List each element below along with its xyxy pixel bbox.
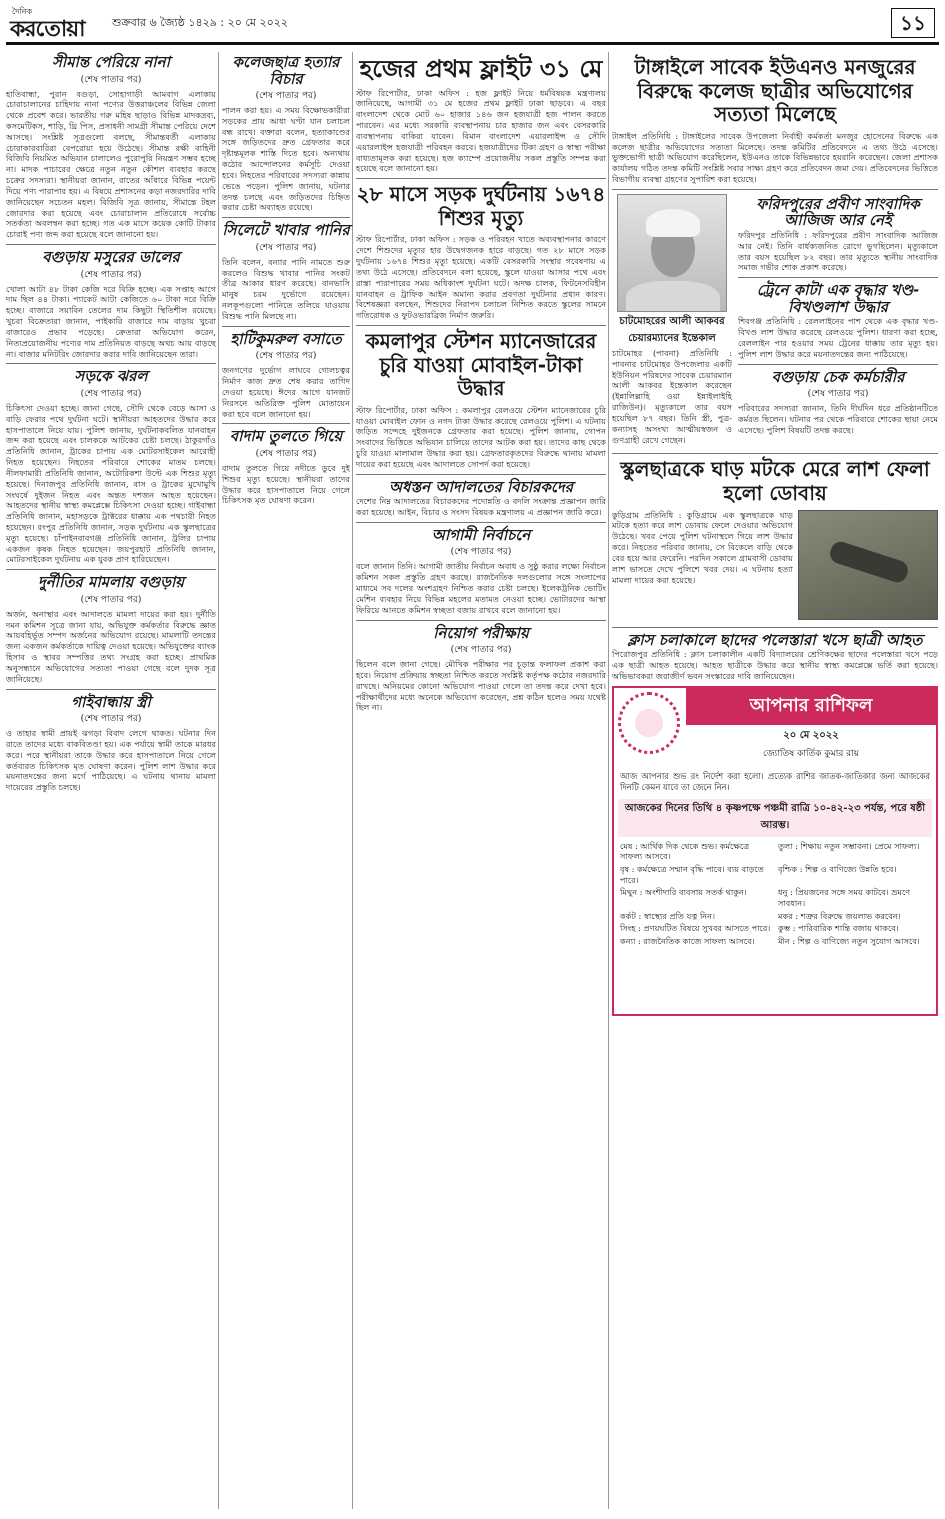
- article-headline: বগুড়ায় চেক কর্মচারীর: [771, 367, 905, 386]
- photo-caption: চাটমোহরের আলী আকবর চেয়ারম্যানের ইন্তেকাল: [619, 315, 725, 344]
- article: [222, 428, 350, 506]
- article-body: ছিলেন বলে জানা গেছে। মৌখিক পরীক্ষার পর চূড়ান্ত ফলাফল প্রকাশ করা হবে। নিয়োগ প্রক্রিয়ায় স্বচ্ছতা নিশ্চিত করতে সংশ্লিষ্ট কর্তৃপক্ষ কঠোর নজরদারি রাখছে। অনিয়মের কোনো অভিযোগ পাওয়া গেলে তা তদন্ত করে দেখা হবে। পরীক্ষার্থীদের মধ্যে অনেকে অভিযোগ করেছেন, প্রশ্ন কঠিন হলেও সময় যথেষ্ট ছিল না।: [356, 659, 606, 713]
- article-body: বলে জানান তিনি। আগামী জাতীয় নির্বাচন অবাধ ও সুষ্ঠু করার লক্ষ্যে নির্বাচন কমিশন সকল প্রস্তুতি গ্রহণ করছে। রাজনৈতিক দলগুলোর সঙ্গে সংলাপের মাধ্যমে সব দলের অংশগ্রহণ নিশ্চিত করার চেষ্টা চলছে। ইলেকট্রনিক ভোটিং মেশিন ব্যবহার নিয়ে বিভিন্ন মহলের মতামত নেওয়া হচ্ছে। ভোটারদের আস্থা ফিরিয়ে আনতে কমিশন স্বচ্ছতা বজায় রাখবে বলে জানানো হয়।: [356, 561, 606, 615]
- divider: [6, 569, 216, 570]
- article-headline: বাদাম তুলতে গিয়ে: [229, 427, 343, 446]
- sign-entry: ধনু : প্রিয়জনের সঙ্গে সময় কাটবে। ভ্রমণে সাবধান।: [778, 887, 911, 909]
- article-body: ফরিদপুর প্রতিনিধি : ফরিদপুরের প্রবীণ সাংবাদিক আজিজ আর নেই। তিনি বার্ধক্যজনিত রোগে ভুগছিলেন। মৃত্যুকালে তার বয়স হয়েছিল ৮২ বছর। তার মৃত্যুতে স্থানীয় সাংবাদিক সমাজ গভীর শোক প্রকাশ করেছে।: [738, 229, 938, 273]
- continuation-note: (শেষ পাতার পর): [80, 74, 142, 85]
- article-body: পরিবারের সদস্যরা জানান, তিনি দীর্ঘদিন ধরে প্রতিষ্ঠানটিতে কর্মরত ছিলেন। ঘটনার পর থেকে পরিবারে শোকের ছায়া নেমে এসেছে। পুলিশ বিষয়টি তদন্ত করছে।: [738, 403, 938, 435]
- sign-entry: কন্যা : রাজনৈতিক কাজে সাফল্য আসবে।: [620, 935, 755, 946]
- continuation-note: (শেষ পাতার পর): [255, 91, 317, 101]
- horoscope-intro: আজ আপনার শুভ রং নির্দেশ করা হলো। প্রত্যেক রাশির জাতক-জাতিকার জন্য আজকের দিনটি কেমন যাবে তা জেনে নিন।: [620, 770, 930, 792]
- divider: [356, 620, 606, 621]
- sign-entry: মীন : শিল্প ও বাণিজ্যে নতুন সুযোগ আসবে।: [778, 935, 920, 946]
- article-body: ও তাহার স্বামী প্রায়ই ঝগড়া বিবাদ লেগে থাকত। ঘটনার দিন রাতে তাদের মধ্যে বাকবিতণ্ডা হয়। এক পর্যায়ে স্বামী তাকে মারধর করে। পরে স্থানীয়রা তাকে উদ্ধার করে হাসপাতালে নিয়ে গেলে কর্তব্যরত চিকিৎসক মৃত ঘোষণা করেন। পুলিশ লাশ উদ্ধার করে ময়নাতদন্তের জন্য মর্গে পাঠিয়েছে। এ ঘটনায় থানায় মামলা দায়েরের প্রস্তুতি চলছে।: [6, 728, 216, 793]
- article: [222, 222, 350, 321]
- article-headline: সীমান্ত পেরিয়ে নানা: [52, 53, 170, 71]
- divider: [6, 689, 216, 690]
- divider: [356, 522, 606, 523]
- article-headline: ট্রেনে কাটা এক বৃদ্ধার খণ্ড-বিখণ্ডলাশ উদ্ধার: [756, 281, 920, 316]
- article-headline: অধস্তন আদালতের বিচারকদের: [388, 477, 573, 496]
- column-2: [222, 52, 350, 510]
- divider: [6, 244, 216, 245]
- article-headline: ক্লাস চলাকালে ছাদের পলেস্তারা খসে ছাত্রী আহত: [627, 630, 923, 649]
- column-divider: [218, 52, 219, 1509]
- sign-entry: মেষ : আর্থিক দিক থেকে শুভ। কর্মক্ষেত্রে সাফল্য আসবে।: [620, 840, 750, 862]
- divider: [612, 627, 938, 628]
- column-divider: [352, 52, 353, 1509]
- article-body: শিবগঞ্জ প্রতিনিধি : রেললাইনের পাশ থেকে এক বৃদ্ধার খণ্ড-বিখণ্ড লাশ উদ্ধার করেছে রেলওয়ে পুলিশ। ধারণা করা হচ্ছে, রেললাইন পার হওয়ার সময় ট্রেনের ধাক্কায় তার মৃত্যু হয়। পুলিশ লাশ উদ্ধার করে ময়নাতদন্তের জন্য পাঠিয়েছে।: [738, 316, 938, 359]
- divider: [356, 178, 606, 179]
- continuation-note: (শেষ পাতার পর): [450, 645, 512, 656]
- sign-entry: কুম্ভ : পারিবারিক শান্তি বজায় থাকবে।: [778, 923, 899, 934]
- article-body: স্টাফ রিপোর্টার, ঢাকা অফিস : কমলাপুর রেলওয়ে স্টেশন ম্যানেজারের চুরি যাওয়া মোবাইল ফোন ও নগদ টাকা উদ্ধার করেছে রেলওয়ে পুলিশ। এ ঘটনায় জড়িত সন্দেহে দুইজনকে গ্রেফতার করা হয়েছে। পুলিশ জানায়, গোপন সংবাদের ভিত্তিতে অভিযান চালিয়ে তাদের আটক করা হয়। তাদের কাছ থেকে চুরি যাওয়া মালামাল উদ্ধার করা হয়। গ্রেফতারকৃতদের বিরুদ্ধে থানায় মামলা দায়ের করা হয়েছে এবং আদালতে সোপর্দ করা হয়েছে।: [356, 404, 606, 469]
- zodiac-wheel-icon: [618, 692, 680, 754]
- article-body: হাতিবান্ধা, পুরান বগুড়া, সোহাগাড়ী আমবাগ এলাকায় চোরাচালানের চাহিদায় নানা পণ্যের উত্তরাঞ্চলের বিভিন্ন জেলা থেকে প্রবেশ করে। ভারতীয় গরু মহিষ ছাড়াও বিভিন্ন মাদকদ্রব্য, কসমেটিকস, শাড়ি, থ্রি পিস, প্রসাধনী সামগ্রী সীমান্ত পেরিয়ে দেশে আসছে। সংশ্লিষ্ট সূত্রগুলো বলছে, সীমান্তবর্তী এলাকায় চোরাকারবারিরা বেপরোয়া হয়ে উঠেছে। সীমান্ত রক্ষী বাহিনী বিজিবি নিয়মিত অভিযান চালালেও পুরোপুরি নিয়ন্ত্রণ সম্ভব হচ্ছে না। মাদক পাচারের ক্ষেত্রে নতুন নতুন কৌশল ব্যবহার করছে চক্রের সদস্যরা। স্থানীয়রা জানান, রাতের আঁধারে বিভিন্ন পয়েন্ট দিয়ে পণ্য পারাপার হয়। এ বিষয়ে প্রশাসনের কড়া নজরদারির দাবি জানিয়েছেন সচেতন মহল। বিজিবি সূত্র জানায়, সীমান্তে টহল জোরদার করা হয়েছে এবং চোরাচালান প্রতিরোধে সর্বোচ্চ সতর্কতা অবলম্বন করা হচ্ছে। গত এক মাসে কয়েক কোটি টাকার চোরাই পণ্য জব্দ করা হয়েছে বলে জানানো হয়।: [6, 88, 216, 240]
- article-body: পিরোজপুর প্রতিনিধি : ক্লাস চলাকালীন একটি বিদ্যালয়ের শ্রেণিকক্ষের ছাদের পলেস্তারা খসে পড়ে এক ছাত্রী আহত হয়েছে। আহত ছাত্রীকে উদ্ধার করে স্থানীয় স্বাস্থ্য কমপ্লেক্সে ভর্তি করা হয়েছে। অভিভাবকরা জরাজীর্ণ ভবন সংস্কারের দাবি জানিয়েছেন।: [612, 649, 938, 681]
- sign-list: [614, 839, 936, 949]
- obituary: [612, 194, 732, 449]
- masthead-rule: [6, 42, 939, 45]
- divider: [356, 474, 606, 475]
- sign-entry: তুলা : শিক্ষায় নতুন সম্ভাবনা। প্রেমে সাফল্য।: [778, 840, 920, 851]
- divider: [612, 453, 938, 454]
- article-headline: সিলেটে খাবার পানির: [222, 221, 350, 240]
- article-headline: হাটিকুমরুল বসাতে: [230, 329, 342, 348]
- divider: [222, 326, 350, 327]
- article-headline: গাইবান্ধায় স্ত্রী: [71, 692, 151, 711]
- continuation-note: (শেষ পাতার পর): [80, 269, 142, 280]
- article-body: চিকিৎসা দেওয়া হচ্ছে। জানা গেছে, সৌদি থেকে বেড়ে আসা ও বাড়ি ফেরার পথে দুর্ঘটনা ঘটে। স্থানীয়রা আহতদের উদ্ধার করে হাসপাতালে নিয়ে যায়। পুলিশ জানায়, দুর্ঘটনাকবলিত যানবাহন জব্দ করা হয়েছে এবং চালককে আটকের চেষ্টা চলছে। ঠাকুরগাঁও প্রতিনিধি জানান, ট্রাকের চাপায় এক মোটরসাইকেল আরোহী নিহত হয়েছেন। নিহতের পরিবারে শোকের মাতম চলছে। নীলফামারী প্রতিনিধি জানান, অটোরিকশা উল্টে এক শিশুর মৃত্যু হয়েছে। দিনাজপুর প্রতিনিধি জানান, বাস ও ট্রাকের মুখোমুখি সংঘর্ষে দুইজন নিহত এবং অন্তত দশজন আহত হয়েছেন। আহতদের স্থানীয় স্বাস্থ্য কমপ্লেক্সে চিকিৎসা দেওয়া হচ্ছে। গাইবান্ধা প্রতিনিধি জানান, মহাসড়কে ট্রাক্টরের ধাক্কায় এক পথচারী নিহত হয়েছেন। রংপুর প্রতিনিধি জানান, সড়ক দুর্ঘটনায় এক স্কুলছাত্রের মৃত্যু হয়েছে। চাঁপাইনবাবগঞ্জ প্রতিনিধি জানান, ট্রলির চাপায় একজন কৃষক নিহত হয়েছেন। জয়পুরহাট প্রতিনিধি জানান, মোটরসাইকেল দুর্ঘটনায় এক যুবক প্রাণ হারিয়েছেন।: [6, 402, 216, 565]
- astrologer-name: জ্যোতিষ কার্তিক কুমার রায়: [762, 748, 860, 759]
- continuation-note: (শেষ পাতার পর): [80, 388, 142, 399]
- article-headline: ফরিদপুরের প্রবীণ সাংবাদিক আজিজ আর নেই: [756, 194, 920, 230]
- article-body: টাঙ্গাইল প্রতিনিধি : টাঙ্গাইলের সাবেক উপজেলা নির্বাহী কর্মকর্তা মনজুর হোসেনের বিরুদ্ধে এক কলেজ ছাত্রীর অভিযোগের সত্যতা মিলেছে। তদন্ত কমিটির প্রতিবেদনে এ তথ্য উঠে এসেছে। ভুক্তভোগী ছাত্রী অভিযোগ করেছিলেন, ইউএনও তাকে বিভিন্নভাবে হয়রানি করেছেন। জেলা প্রশাসক কার্যালয় গঠিত তদন্ত কমিটি সংশ্লিষ্ট সবার সাক্ষ্য গ্রহণ করে প্রতিবেদন জমা দেয়। প্রতিবেদনের ভিত্তিতে বিভাগীয় ব্যবস্থা গ্রহণের সুপারিশ করা হয়েছে।: [612, 130, 938, 185]
- obituary-row: [612, 194, 938, 449]
- continuation-note: (শেষ পাতার পর): [807, 389, 869, 400]
- article-body: কুড়িগ্রাম প্রতিনিধি : কুড়িগ্রামে এক স্কুলছাত্রকে ঘাড় মটকে হত্যা করে লাশ ডোবায় ফেলে দেওয়ার অভিযোগ উঠেছে। খবর পেয়ে পুলিশ ঘটনাস্থলে গিয়ে লাশ উদ্ধার করে। নিহতের পরিবার জানায়, সে বিকেলে বাড়ি থেকে বের হয়ে আর ফেরেনি। পরদিন সকালে গ্রামবাসী ডোবায় লাশ ভাসতে দেখে পুলিশে খবর দেয়। এ ঘটনায় হত্যা মামলা দায়ের করা হয়েছে।: [612, 509, 793, 585]
- photo-figure: [828, 539, 911, 585]
- sign-entry: মিথুন : অংশীদারি ব্যবসায় সতর্ক থাকুন।: [620, 887, 747, 898]
- article: [222, 54, 350, 213]
- continuation-note: (শেষ পাতার পর): [255, 351, 317, 362]
- article-headline: সড়কে ঝরল: [74, 367, 148, 386]
- article: [6, 368, 216, 565]
- article-headline: বগুড়ায় মসুরের ডালের: [42, 248, 180, 267]
- column-divider: [608, 52, 609, 1509]
- newspaper-logo: [8, 6, 104, 40]
- article: [6, 694, 216, 793]
- news-photo: [798, 510, 938, 620]
- sign-entry: সিংহ : প্রণয়ঘটিত বিষয়ে সুখবর আসতে পারে।: [620, 923, 771, 934]
- article-body: দেশের নিম্ন আদালতের বিচারকদের পদোন্নতি ও বদলি সংক্রান্ত প্রজ্ঞাপন জারি করা হয়েছে। আইন, বিচার ও সংসদ বিষয়ক মন্ত্রণালয় এ প্রজ্ঞাপন জারি করে।: [356, 496, 606, 518]
- photo-shoulders: [626, 281, 720, 312]
- divider: [222, 423, 350, 424]
- article-headline: আগামী নির্বাচনে: [431, 525, 531, 544]
- day-info: আজকের দিনের তিথি ৪ কৃষ্ণপক্ষে পঞ্চমী রাত্রি ১০-৪২-২৩ পর্যন্ত, পরে ষষ্ঠী আরম্ভ।: [618, 799, 932, 837]
- divider: [612, 189, 938, 190]
- divider: [738, 364, 938, 365]
- sign-entry: বৃষ : কর্মক্ষেত্রে সম্মান বৃদ্ধি পাবে। ব্যয় বাড়তে পারে।: [620, 864, 764, 885]
- portrait-photo: [617, 194, 727, 312]
- column-4: [612, 52, 938, 1016]
- horoscope-date: ২০ মে ২০২২: [783, 729, 839, 741]
- horoscope-title: আপনার রাশিফল: [686, 688, 936, 725]
- logo-title: করতোয়া: [10, 17, 85, 42]
- logo-prefix: দৈনিক: [12, 7, 33, 16]
- article-headline: কমলাপুর স্টেশন ম্যানেজারের চুরি যাওয়া মোবাইল-টাকা উদ্ধার: [365, 329, 597, 401]
- page-number: ১১: [891, 8, 935, 38]
- article: [222, 331, 350, 420]
- side-stories: [738, 194, 938, 449]
- horoscope-box: [612, 686, 938, 1016]
- article-body: জনগণের দুর্ভোগ লাঘবে গোলচত্বর নির্মাণ কাজ দ্রুত শেষ করার তাগিদ দেওয়া হয়েছে। ঈদের আগে যানজট নিরসনে অতিরিক্ত পুলিশ মোতায়েন করা হবে বলে জানানো হয়।: [222, 365, 350, 419]
- column-1: [6, 52, 216, 797]
- divider: [738, 277, 938, 278]
- divider: [222, 217, 350, 218]
- continuation-note: (শেষ পাতার পর): [255, 448, 317, 459]
- article-body: চাটমোহর (পাবনা) প্রতিনিধি : পাবনার চাটমোহর উপজেলার একটি ইউনিয়ন পরিষদের সাবেক চেয়ারম্যান আলী আকবর ইন্তেকাল করেছেন (ইন্নালিল্লাহি ওয়া ইন্নাইলাইহি রাজিউন)। মৃত্যুকালে তার বয়স হয়েছিল ৮৭ বছর। তিনি স্ত্রী, পুত্র-কন্যাসহ অসংখ্য আত্মীয়স্বজন ও গুণগ্রাহী রেখে গেছেন।: [612, 347, 732, 445]
- article: [6, 249, 216, 359]
- article-body: খোলা আটা ৪৮ টাকা কেজি দরে বিক্রি হচ্ছে। এক সপ্তাহ আগে দাম ছিল ৪৪ টাকা। প্যাকেট আটা কেজিতে ৬০ টাকা দরে বিক্রি হচ্ছে। বাজারে সয়াবিন তেলের দাম কিছুটা স্থিতিশীল রয়েছে। খুচরা বিক্রেতারা জানান, পাইকারি বাজারে দাম বাড়ায় খুচরা বাজারেও প্রভাব পড়েছে। ক্রেতারা অভিযোগ করেন, নিত্যপ্রয়োজনীয় পণ্যের দাম প্রতিনিয়ত বাড়ছে অথচ আয় বাড়ছে না। বাজার মনিটরিং জোরদার করার দাবি জানিয়েছেন তারা।: [6, 283, 216, 359]
- sign-entry: কর্কট : স্বাস্থ্যের প্রতি যত্ন নিন।: [620, 910, 715, 921]
- article-headline: দুর্নীতির মামলায় বগুড়ায়: [37, 573, 185, 592]
- continuation-note: (শেষ পাতার পর): [255, 242, 317, 253]
- continuation-note: (শেষ পাতার পর): [80, 594, 142, 605]
- divider: [356, 325, 606, 326]
- sign-entry: বৃশ্চিক : শিল্প ও বাণিজ্যে উন্নতি হবে।: [778, 864, 897, 875]
- article-body: তিনি বলেন, বন্যার পানি নামতে শুরু করলেও বিশুদ্ধ খাবার পানির সংকট তীব্র আকার ধারণ করেছে। বানভাসি মানুষ চরম দুর্ভোগে রয়েছেন। নলকূপগুলো পানিতে তলিয়ে যাওয়ায় বিশুদ্ধ পানি মিলছে না।: [222, 256, 350, 321]
- divider: [6, 363, 216, 364]
- article-body: পালন করা হয়। এ সময় বিক্ষোভকারীরা সড়কের প্রায় আধা ঘণ্টা যান চলাচল বন্ধ রাখে। বক্তারা বলেন, হত্যাকাণ্ডের সঙ্গে জড়িতদের দ্রুত গ্রেফতার করে দৃষ্টান্তমূলক শাস্তি দিতে হবে। অন্যথায় কঠোর আন্দোলনের কর্মসূচি দেওয়া হবে। নিহতের পরিবারের সদস্যরা কান্নায় ভেঙে পড়েন। পুলিশ জানায়, ঘটনার তদন্ত চলছে এবং জড়িতদের চিহ্নিত করার চেষ্টা অব্যাহত রয়েছে।: [222, 105, 350, 213]
- lead-headline: টাঙ্গাইলে সাবেক ইউএনও মনজুরের বিরুদ্ধে কলেজ ছাত্রীর অভিযোগের সত্যতা মিলেছে: [634, 55, 916, 127]
- article-headline: স্কুলছাত্রকে ঘাড় মটকে মেরে লাশ ফেলা হলো ডোবায়: [620, 457, 930, 505]
- continuation-note: (শেষ পাতার পর): [450, 547, 512, 558]
- dateline: শুক্রবার ৬ জ্যৈষ্ঠ ১৪২৯ : ২০ মে ২০২২: [112, 16, 289, 29]
- lead-headline: হজের প্রথম ফ্লাইট ৩১ মে: [359, 55, 603, 83]
- article-body: বাদাম তুলতে গিয়ে নদীতে ডুবে দুই শিশুর মৃত্যু হয়েছে। স্থানীয়রা তাদের উদ্ধার করে হাসপাতালে নিয়ে গেলে চিকিৎসক মৃত ঘোষণা করেন।: [222, 462, 350, 506]
- column-3: [356, 52, 606, 717]
- article-headline: কলেজছাত্র হত্যার বিচার: [232, 53, 340, 88]
- masthead: [0, 0, 945, 48]
- sign-entry: মকর : শত্রুর বিরুদ্ধে জয়লাভ করবেন।: [778, 910, 901, 921]
- continuation-note: (শেষ পাতার পর): [80, 714, 142, 725]
- article-headline: ২৮ মাসে সড়ক দুর্ঘটনায় ১৬৭৪ শিশুর মৃত্যু: [356, 182, 606, 230]
- photo-hair: [646, 209, 700, 237]
- article: [6, 574, 216, 684]
- article: [6, 54, 216, 240]
- article-body: অর্জন, অনাস্থার এবং আদালতে মামলা দায়ের করা হয়। দুর্নীতি দমন কমিশন সূত্রে জানা যায়, অভিযুক্ত কর্মকর্তার বিরুদ্ধে জ্ঞাত আয়বহির্ভূত সম্পদ অর্জনের অভিযোগ রয়েছে। মামলাটি তদন্তের জন্য একজন কর্মকর্তাকে দায়িত্ব দেওয়া হয়েছে। অভিযুক্তের ব্যাংক হিসাব ও স্থাবর সম্পত্তির তথ্য সংগ্রহ করা হচ্ছে। প্রাথমিক অনুসন্ধানে অভিযোগের সত্যতা পাওয়া গেছে বলে দুদক সূত্র জানিয়েছে।: [6, 608, 216, 684]
- article-body: স্টাফ রিপোর্টার, ঢাকা অফিস : হজ ফ্লাইট নিয়ে ধর্মবিষয়ক মন্ত্রণালয় জানিয়েছে, আগামী ৩১ মে হজের প্রথম ফ্লাইট ঢাকা ছাড়বে। এ বছর বাংলাদেশ থেকে মোট ৬০ হাজার ১৪৬ জন হজযাত্রী হজ পালন করতে পারবেন। এর মধ্যে সরকারি ব্যবস্থাপনায় চার হাজার জন এবং বেসরকারি ব্যবস্থাপনায় বাকিরা যাবেন। বিমান বাংলাদেশ এয়ারলাইন্স ও সৌদি এয়ারলাইন্স হজযাত্রী পরিবহন করবে। হজযাত্রীদের টিকা গ্রহণ ও স্বাস্থ্য পরীক্ষা বাধ্যতামূলক করা হয়েছে। হজ ক্যাম্পে প্রয়োজনীয় সকল প্রস্তুতি সম্পন্ন করা হয়েছে বলে জানানো হয়।: [356, 87, 606, 174]
- article-body: স্টাফ রিপোর্টার, ঢাকা অফিস : সড়ক ও পরিবহন খাতে অব্যবস্থাপনার কারণে দেশে শিশুদের মৃত্যুর হার উদ্বেগজনক হারে বাড়ছে। গত ২৮ মাসে সড়ক দুর্ঘটনায় ১৬৭৪ শিশুর মৃত্যু হয়েছে। একটি বেসরকারি সংস্থার গবেষণায় এ তথ্য উঠে এসেছে। প্রতিবেদনে বলা হয়েছে, স্কুলে যাওয়া আসার পথে এবং রাস্তা পারাপারের সময় অধিকাংশ দুর্ঘটনা ঘটে। অদক্ষ চালক, ফিটনেসবিহীন যানবাহন ও ট্রাফিক আইন অমান্য করার প্রবণতা দুর্ঘটনার প্রধান কারণ। বিশেষজ্ঞরা বলছেন, শিশুদের নিরাপদ চলাচল নিশ্চিত করতে স্কুলের সামনে গতিরোধক ও ফুটওভারব্রিজ নির্মাণ জরুরি।: [356, 234, 606, 321]
- article-headline: নিয়োগ পরীক্ষায়: [433, 623, 529, 642]
